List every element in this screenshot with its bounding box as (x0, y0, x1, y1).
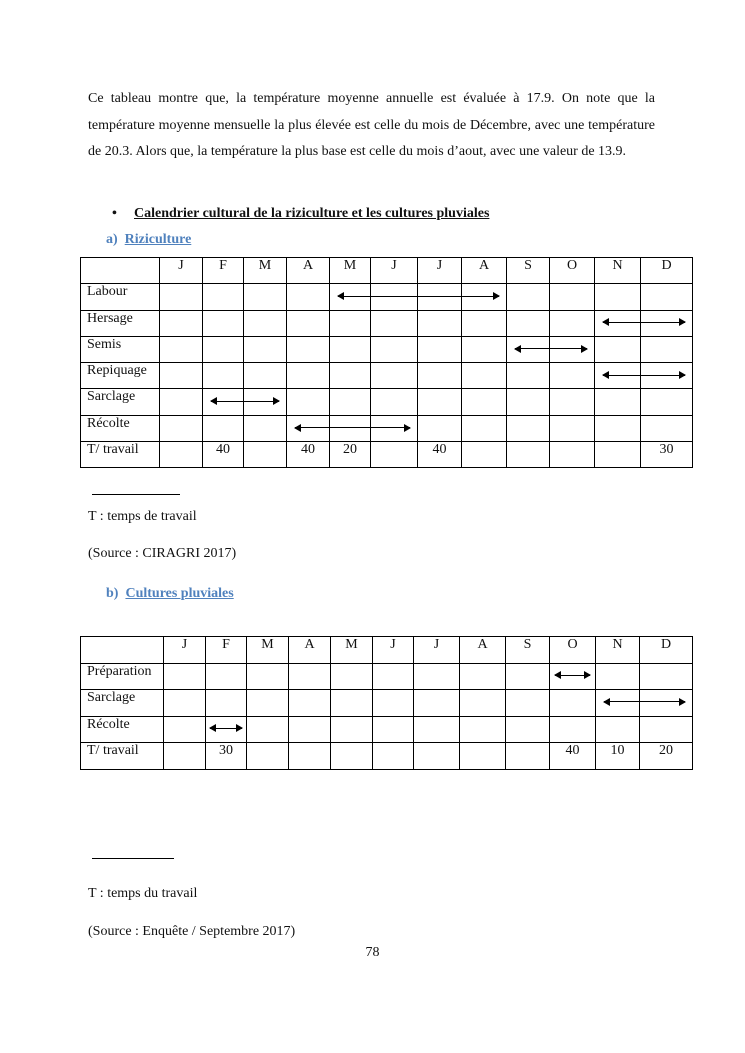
activity-label: Préparation (81, 663, 164, 690)
footnote-a-separator (92, 494, 180, 495)
total-value (414, 743, 460, 770)
month-header: D (641, 258, 693, 284)
footnote-b-source: (Source : Enquête / Septembre 2017) (88, 924, 296, 939)
month-cell (418, 363, 462, 389)
month-header: O (550, 258, 595, 284)
month-cell (164, 663, 206, 690)
month-cell (330, 336, 371, 362)
month-cell (550, 415, 595, 441)
total-value: 40 (550, 743, 596, 770)
month-cell (371, 363, 418, 389)
month-cell (330, 363, 371, 389)
month-cell (550, 716, 596, 743)
month-cell (550, 690, 596, 717)
activity-label: Hersage (81, 310, 160, 336)
month-cell (287, 336, 330, 362)
month-header: A (462, 258, 507, 284)
month-header: S (506, 637, 550, 664)
month-cell (550, 336, 595, 362)
month-cell (507, 284, 550, 310)
period-arrow-icon (603, 322, 685, 323)
activity-label: Récolte (81, 716, 164, 743)
month-header: J (373, 637, 414, 664)
month-cell (287, 310, 330, 336)
month-cell (160, 389, 203, 415)
month-cell (289, 663, 331, 690)
month-cell (247, 663, 289, 690)
section-b-title: Cultures pluviales (125, 586, 234, 601)
total-value: 40 (203, 442, 244, 468)
month-header: M (247, 637, 289, 664)
month-cell (287, 389, 330, 415)
month-cell (330, 415, 371, 441)
month-cell (640, 663, 693, 690)
month-cell (160, 310, 203, 336)
period-arrow-icon (555, 675, 590, 676)
month-header: J (160, 258, 203, 284)
month-header: F (206, 637, 247, 664)
month-header: A (460, 637, 506, 664)
month-cell (641, 415, 693, 441)
month-cell (244, 284, 287, 310)
footnote-a-source: (Source : CIRAGRI 2017) (88, 546, 237, 561)
month-cell (330, 310, 371, 336)
month-cell (331, 716, 373, 743)
month-cell (507, 310, 550, 336)
month-cell (289, 716, 331, 743)
calendar-heading: Calendrier cultural de la riziculture et les cultures pluviales (134, 206, 490, 221)
intro-paragraph: Ce tableau montre que, la température moyenne annuelle est évaluée à 17.9. On note que la température moyenne mensuelle la plus élevée est celle du mois de Décembre, avec une température de 20.3. Alors que, la température la plus base est celle du mois d’aout, avec une valeur de 13.9. (88, 91, 655, 159)
header-blank-cell (81, 637, 164, 664)
table-row (81, 415, 693, 441)
month-cell (244, 310, 287, 336)
month-cell (506, 663, 550, 690)
total-value (507, 442, 550, 468)
month-cell (206, 690, 247, 717)
month-header: F (203, 258, 244, 284)
month-cell (418, 284, 462, 310)
total-value (550, 442, 595, 468)
month-header: N (596, 637, 640, 664)
month-cell (371, 284, 418, 310)
section-a-title: Riziculture (124, 232, 192, 247)
total-value: 20 (330, 442, 371, 468)
month-cell (371, 336, 418, 362)
month-cell (550, 284, 595, 310)
month-cell (460, 663, 506, 690)
month-cell (596, 716, 640, 743)
month-header: M (331, 637, 373, 664)
month-cell (203, 310, 244, 336)
activity-label: Sarclage (81, 690, 164, 717)
month-cell (507, 363, 550, 389)
month-cell (244, 389, 287, 415)
month-cell (641, 389, 693, 415)
month-cell (414, 690, 460, 717)
section-a-heading (106, 232, 191, 248)
month-cell (595, 284, 641, 310)
month-header: M (244, 258, 287, 284)
month-cell (641, 284, 693, 310)
total-value: 40 (287, 442, 330, 468)
month-cell (596, 663, 640, 690)
month-cell (460, 716, 506, 743)
month-header: J (371, 258, 418, 284)
table-row (81, 284, 693, 310)
activity-label: Labour (81, 284, 160, 310)
month-cell (550, 389, 595, 415)
month-cell (418, 336, 462, 362)
month-cell (641, 336, 693, 362)
table-row (81, 716, 693, 743)
month-cell (160, 336, 203, 362)
section-b-marker: b) (106, 586, 119, 601)
month-cell (244, 363, 287, 389)
month-cell (203, 363, 244, 389)
month-cell (418, 415, 462, 441)
month-cell (289, 690, 331, 717)
total-value (164, 743, 206, 770)
month-cell (203, 284, 244, 310)
header-blank-cell (81, 258, 160, 284)
month-header: A (289, 637, 331, 664)
month-cell (462, 310, 507, 336)
total-value: 30 (641, 442, 693, 468)
month-cell (160, 363, 203, 389)
month-cell (247, 690, 289, 717)
table-row (81, 743, 693, 770)
month-cell (373, 663, 414, 690)
month-cell (640, 716, 693, 743)
table-row (81, 663, 693, 690)
period-arrow-icon (603, 375, 685, 376)
month-cell (371, 310, 418, 336)
footnote-b-text: T : temps du travail (88, 886, 198, 901)
month-cell (160, 415, 203, 441)
total-value (244, 442, 287, 468)
month-header: J (418, 258, 462, 284)
month-header: M (330, 258, 371, 284)
total-value: 10 (596, 743, 640, 770)
month-cell (160, 284, 203, 310)
month-cell (506, 690, 550, 717)
month-cell (331, 690, 373, 717)
section-b-heading (106, 586, 234, 602)
month-cell (244, 415, 287, 441)
total-value (595, 442, 641, 468)
period-arrow-icon (295, 427, 410, 428)
total-value: 40 (418, 442, 462, 468)
month-cell (203, 415, 244, 441)
bullet-icon: • (112, 206, 117, 221)
month-cell (414, 716, 460, 743)
month-cell (550, 310, 595, 336)
month-cell (287, 363, 330, 389)
month-cell (418, 310, 462, 336)
total-value (247, 743, 289, 770)
total-value (289, 743, 331, 770)
month-cell (460, 690, 506, 717)
table-row (81, 690, 693, 717)
period-arrow-icon (604, 701, 685, 702)
month-cell (462, 415, 507, 441)
month-cell (595, 336, 641, 362)
month-cell (414, 663, 460, 690)
month-cell (595, 415, 641, 441)
period-arrow-icon (338, 296, 499, 297)
month-header: O (550, 637, 596, 664)
total-value: 20 (640, 743, 693, 770)
period-arrow-icon (515, 348, 587, 349)
month-cell (373, 716, 414, 743)
month-cell (507, 415, 550, 441)
month-cell (244, 336, 287, 362)
activity-label: Récolte (81, 415, 160, 441)
activity-label: Semis (81, 336, 160, 362)
total-value (462, 442, 507, 468)
total-value (331, 743, 373, 770)
month-cell (331, 663, 373, 690)
month-cell (287, 284, 330, 310)
month-cell (373, 690, 414, 717)
footnote-a-text: T : temps de travail (88, 509, 197, 524)
month-header: D (640, 637, 693, 664)
total-label: T/ travail (81, 442, 160, 468)
month-header: J (164, 637, 206, 664)
month-cell (418, 389, 462, 415)
total-label: T/ travail (81, 743, 164, 770)
month-cell (595, 389, 641, 415)
month-cell (203, 336, 244, 362)
total-value (371, 442, 418, 468)
month-header: N (595, 258, 641, 284)
month-header: J (414, 637, 460, 664)
page-number: 78 (365, 945, 380, 960)
month-cell (247, 716, 289, 743)
month-cell (330, 389, 371, 415)
cultures-pluviales-table (80, 636, 693, 770)
month-cell (506, 716, 550, 743)
month-cell (550, 363, 595, 389)
table-row (81, 389, 693, 415)
table-row (81, 336, 693, 362)
table-row (81, 442, 693, 468)
month-cell (462, 284, 507, 310)
activity-label: Sarclage (81, 389, 160, 415)
month-cell (462, 363, 507, 389)
activity-label: Repiquage (81, 363, 160, 389)
month-cell (164, 716, 206, 743)
month-cell (462, 389, 507, 415)
section-a-marker: a) (106, 232, 118, 247)
total-value (460, 743, 506, 770)
total-value (160, 442, 203, 468)
month-cell (507, 389, 550, 415)
total-value: 30 (206, 743, 247, 770)
riziculture-table (80, 257, 693, 468)
month-cell (371, 389, 418, 415)
month-cell (206, 663, 247, 690)
total-value (506, 743, 550, 770)
period-arrow-icon (211, 401, 279, 402)
month-header: A (287, 258, 330, 284)
total-value (373, 743, 414, 770)
month-cell (462, 336, 507, 362)
month-cell (164, 690, 206, 717)
footnote-b-separator (92, 858, 174, 859)
period-arrow-icon (210, 728, 241, 729)
month-header: S (507, 258, 550, 284)
